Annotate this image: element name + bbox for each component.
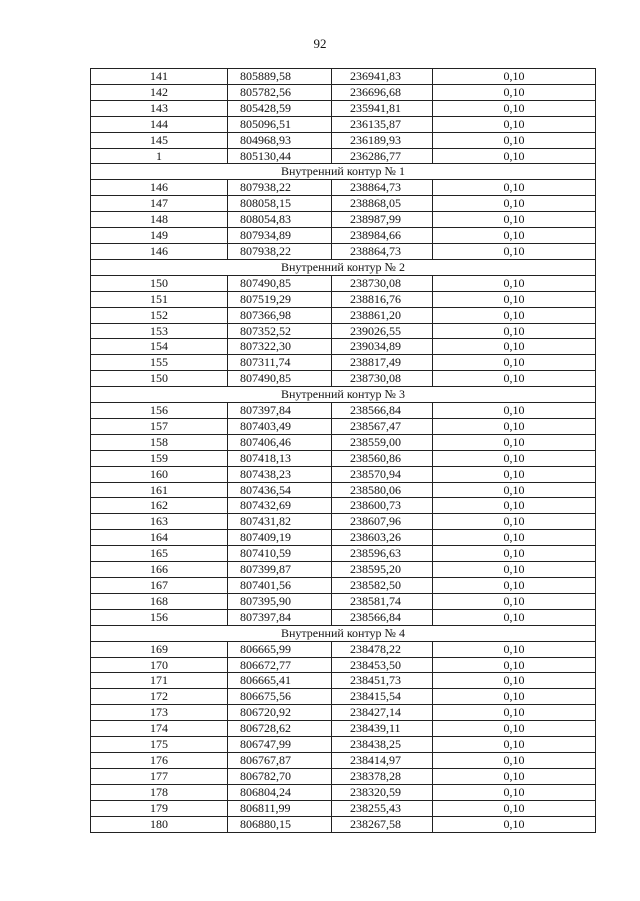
accuracy-cell: 0,10 bbox=[433, 116, 596, 132]
x-coordinate-cell: 807406,46 bbox=[228, 434, 332, 450]
accuracy-cell: 0,10 bbox=[433, 657, 596, 673]
table-row bbox=[91, 275, 596, 291]
point-number-cell: 169 bbox=[91, 641, 228, 657]
accuracy-cell: 0,10 bbox=[433, 180, 596, 196]
accuracy-cell: 0,10 bbox=[433, 593, 596, 609]
point-number-cell: 167 bbox=[91, 578, 228, 594]
y-coordinate-cell: 238595,20 bbox=[332, 562, 433, 578]
coordinates-table bbox=[90, 68, 596, 833]
point-number-cell: 142 bbox=[91, 84, 228, 100]
point-number-cell: 146 bbox=[91, 180, 228, 196]
accuracy-cell: 0,10 bbox=[433, 403, 596, 419]
y-coordinate-cell: 238267,58 bbox=[332, 816, 433, 832]
accuracy-cell: 0,10 bbox=[433, 450, 596, 466]
point-number-cell: 168 bbox=[91, 593, 228, 609]
accuracy-cell: 0,10 bbox=[433, 355, 596, 371]
y-coordinate-cell: 238816,76 bbox=[332, 291, 433, 307]
table-row bbox=[91, 673, 596, 689]
x-coordinate-cell: 807399,87 bbox=[228, 562, 332, 578]
table-row bbox=[91, 69, 596, 85]
x-coordinate-cell: 806782,70 bbox=[228, 768, 332, 784]
table-row bbox=[91, 752, 596, 768]
point-number-cell: 1 bbox=[91, 148, 228, 164]
y-coordinate-cell: 238414,97 bbox=[332, 752, 433, 768]
x-coordinate-cell: 807938,22 bbox=[228, 180, 332, 196]
y-coordinate-cell: 238730,08 bbox=[332, 275, 433, 291]
y-coordinate-cell: 238730,08 bbox=[332, 371, 433, 387]
y-coordinate-cell: 238427,14 bbox=[332, 705, 433, 721]
y-coordinate-cell: 238868,05 bbox=[332, 196, 433, 212]
point-number-cell: 151 bbox=[91, 291, 228, 307]
table-row bbox=[91, 148, 596, 164]
table-row bbox=[91, 498, 596, 514]
x-coordinate-cell: 805130,44 bbox=[228, 148, 332, 164]
point-number-cell: 149 bbox=[91, 228, 228, 244]
y-coordinate-cell: 236286,77 bbox=[332, 148, 433, 164]
contour-header-row bbox=[91, 387, 596, 403]
accuracy-cell: 0,10 bbox=[433, 737, 596, 753]
accuracy-cell: 0,10 bbox=[433, 418, 596, 434]
contour-header-label: Внутренний контур № 3 bbox=[91, 387, 596, 403]
point-number-cell: 164 bbox=[91, 530, 228, 546]
x-coordinate-cell: 807490,85 bbox=[228, 275, 332, 291]
y-coordinate-cell: 238580,06 bbox=[332, 482, 433, 498]
y-coordinate-cell: 238567,47 bbox=[332, 418, 433, 434]
y-coordinate-cell: 238438,25 bbox=[332, 737, 433, 753]
accuracy-cell: 0,10 bbox=[433, 84, 596, 100]
accuracy-cell: 0,10 bbox=[433, 562, 596, 578]
point-number-cell: 179 bbox=[91, 800, 228, 816]
x-coordinate-cell: 807432,69 bbox=[228, 498, 332, 514]
table-row bbox=[91, 705, 596, 721]
table-row bbox=[91, 307, 596, 323]
point-number-cell: 170 bbox=[91, 657, 228, 673]
x-coordinate-cell: 807519,29 bbox=[228, 291, 332, 307]
x-coordinate-cell: 805428,59 bbox=[228, 100, 332, 116]
x-coordinate-cell: 807418,13 bbox=[228, 450, 332, 466]
x-coordinate-cell: 806720,92 bbox=[228, 705, 332, 721]
table-row bbox=[91, 132, 596, 148]
x-coordinate-cell: 808058,15 bbox=[228, 196, 332, 212]
accuracy-cell: 0,10 bbox=[433, 609, 596, 625]
accuracy-cell: 0,10 bbox=[433, 482, 596, 498]
accuracy-cell: 0,10 bbox=[433, 673, 596, 689]
y-coordinate-cell: 238864,73 bbox=[332, 180, 433, 196]
x-coordinate-cell: 807438,23 bbox=[228, 466, 332, 482]
accuracy-cell: 0,10 bbox=[433, 196, 596, 212]
x-coordinate-cell: 807938,22 bbox=[228, 243, 332, 259]
x-coordinate-cell: 805889,58 bbox=[228, 69, 332, 85]
point-number-cell: 141 bbox=[91, 69, 228, 85]
table-row bbox=[91, 721, 596, 737]
point-number-cell: 155 bbox=[91, 355, 228, 371]
point-number-cell: 147 bbox=[91, 196, 228, 212]
x-coordinate-cell: 806747,99 bbox=[228, 737, 332, 753]
table-row bbox=[91, 291, 596, 307]
accuracy-cell: 0,10 bbox=[433, 784, 596, 800]
point-number-cell: 154 bbox=[91, 339, 228, 355]
x-coordinate-cell: 807397,84 bbox=[228, 403, 332, 419]
point-number-cell: 163 bbox=[91, 514, 228, 530]
point-number-cell: 174 bbox=[91, 721, 228, 737]
y-coordinate-cell: 235941,81 bbox=[332, 100, 433, 116]
y-coordinate-cell: 238566,84 bbox=[332, 609, 433, 625]
accuracy-cell: 0,10 bbox=[433, 228, 596, 244]
x-coordinate-cell: 807397,84 bbox=[228, 609, 332, 625]
y-coordinate-cell: 236696,68 bbox=[332, 84, 433, 100]
point-number-cell: 166 bbox=[91, 562, 228, 578]
accuracy-cell: 0,10 bbox=[433, 705, 596, 721]
point-number-cell: 176 bbox=[91, 752, 228, 768]
table-row bbox=[91, 100, 596, 116]
accuracy-cell: 0,10 bbox=[433, 641, 596, 657]
accuracy-cell: 0,10 bbox=[433, 752, 596, 768]
accuracy-cell: 0,10 bbox=[433, 212, 596, 228]
point-number-cell: 180 bbox=[91, 816, 228, 832]
accuracy-cell: 0,10 bbox=[433, 100, 596, 116]
point-number-cell: 156 bbox=[91, 403, 228, 419]
x-coordinate-cell: 808054,83 bbox=[228, 212, 332, 228]
table-row bbox=[91, 784, 596, 800]
point-number-cell: 148 bbox=[91, 212, 228, 228]
table-row bbox=[91, 546, 596, 562]
accuracy-cell: 0,10 bbox=[433, 323, 596, 339]
point-number-cell: 175 bbox=[91, 737, 228, 753]
x-coordinate-cell: 806811,99 bbox=[228, 800, 332, 816]
point-number-cell: 173 bbox=[91, 705, 228, 721]
y-coordinate-cell: 236135,87 bbox=[332, 116, 433, 132]
table-row bbox=[91, 228, 596, 244]
y-coordinate-cell: 238817,49 bbox=[332, 355, 433, 371]
x-coordinate-cell: 807490,85 bbox=[228, 371, 332, 387]
accuracy-cell: 0,10 bbox=[433, 291, 596, 307]
x-coordinate-cell: 807934,89 bbox=[228, 228, 332, 244]
point-number-cell: 159 bbox=[91, 450, 228, 466]
x-coordinate-cell: 807403,49 bbox=[228, 418, 332, 434]
table-row bbox=[91, 450, 596, 466]
x-coordinate-cell: 807311,74 bbox=[228, 355, 332, 371]
accuracy-cell: 0,10 bbox=[433, 578, 596, 594]
point-number-cell: 178 bbox=[91, 784, 228, 800]
table-row bbox=[91, 403, 596, 419]
coordinates-table-body bbox=[91, 69, 596, 833]
table-row bbox=[91, 657, 596, 673]
accuracy-cell: 0,10 bbox=[433, 721, 596, 737]
point-number-cell: 160 bbox=[91, 466, 228, 482]
table-row bbox=[91, 418, 596, 434]
x-coordinate-cell: 807436,54 bbox=[228, 482, 332, 498]
y-coordinate-cell: 238596,63 bbox=[332, 546, 433, 562]
accuracy-cell: 0,10 bbox=[433, 339, 596, 355]
table-row bbox=[91, 323, 596, 339]
table-row bbox=[91, 641, 596, 657]
x-coordinate-cell: 807409,19 bbox=[228, 530, 332, 546]
accuracy-cell: 0,10 bbox=[433, 466, 596, 482]
table-row bbox=[91, 212, 596, 228]
table-row bbox=[91, 196, 596, 212]
x-coordinate-cell: 807322,30 bbox=[228, 339, 332, 355]
point-number-cell: 143 bbox=[91, 100, 228, 116]
y-coordinate-cell: 236941,83 bbox=[332, 69, 433, 85]
y-coordinate-cell: 238603,26 bbox=[332, 530, 433, 546]
y-coordinate-cell: 238560,86 bbox=[332, 450, 433, 466]
table-row bbox=[91, 768, 596, 784]
point-number-cell: 157 bbox=[91, 418, 228, 434]
accuracy-cell: 0,10 bbox=[433, 800, 596, 816]
point-number-cell: 153 bbox=[91, 323, 228, 339]
x-coordinate-cell: 807431,82 bbox=[228, 514, 332, 530]
accuracy-cell: 0,10 bbox=[433, 243, 596, 259]
y-coordinate-cell: 238415,54 bbox=[332, 689, 433, 705]
y-coordinate-cell: 238570,94 bbox=[332, 466, 433, 482]
y-coordinate-cell: 238984,66 bbox=[332, 228, 433, 244]
table-row bbox=[91, 84, 596, 100]
table-row bbox=[91, 371, 596, 387]
table-row bbox=[91, 816, 596, 832]
accuracy-cell: 0,10 bbox=[433, 514, 596, 530]
table-row bbox=[91, 800, 596, 816]
accuracy-cell: 0,10 bbox=[433, 689, 596, 705]
y-coordinate-cell: 238478,22 bbox=[332, 641, 433, 657]
contour-header-row bbox=[91, 164, 596, 180]
accuracy-cell: 0,10 bbox=[433, 768, 596, 784]
accuracy-cell: 0,10 bbox=[433, 275, 596, 291]
x-coordinate-cell: 807395,90 bbox=[228, 593, 332, 609]
table-row bbox=[91, 578, 596, 594]
table-row bbox=[91, 562, 596, 578]
table-row bbox=[91, 355, 596, 371]
y-coordinate-cell: 238559,00 bbox=[332, 434, 433, 450]
point-number-cell: 146 bbox=[91, 243, 228, 259]
table-row bbox=[91, 737, 596, 753]
accuracy-cell: 0,10 bbox=[433, 132, 596, 148]
y-coordinate-cell: 239034,89 bbox=[332, 339, 433, 355]
x-coordinate-cell: 806728,62 bbox=[228, 721, 332, 737]
accuracy-cell: 0,10 bbox=[433, 371, 596, 387]
y-coordinate-cell: 238607,96 bbox=[332, 514, 433, 530]
y-coordinate-cell: 238378,28 bbox=[332, 768, 433, 784]
y-coordinate-cell: 238320,59 bbox=[332, 784, 433, 800]
x-coordinate-cell: 807366,98 bbox=[228, 307, 332, 323]
y-coordinate-cell: 238861,20 bbox=[332, 307, 433, 323]
point-number-cell: 152 bbox=[91, 307, 228, 323]
point-number-cell: 171 bbox=[91, 673, 228, 689]
point-number-cell: 161 bbox=[91, 482, 228, 498]
y-coordinate-cell: 236189,93 bbox=[332, 132, 433, 148]
contour-header-label: Внутренний контур № 1 bbox=[91, 164, 596, 180]
table-row bbox=[91, 689, 596, 705]
accuracy-cell: 0,10 bbox=[433, 546, 596, 562]
point-number-cell: 162 bbox=[91, 498, 228, 514]
y-coordinate-cell: 239026,55 bbox=[332, 323, 433, 339]
point-number-cell: 156 bbox=[91, 609, 228, 625]
point-number-cell: 150 bbox=[91, 371, 228, 387]
x-coordinate-cell: 805782,56 bbox=[228, 84, 332, 100]
y-coordinate-cell: 238582,50 bbox=[332, 578, 433, 594]
x-coordinate-cell: 807352,52 bbox=[228, 323, 332, 339]
contour-header-row bbox=[91, 625, 596, 641]
x-coordinate-cell: 806675,56 bbox=[228, 689, 332, 705]
point-number-cell: 158 bbox=[91, 434, 228, 450]
x-coordinate-cell: 807410,59 bbox=[228, 546, 332, 562]
y-coordinate-cell: 238451,73 bbox=[332, 673, 433, 689]
table-row bbox=[91, 339, 596, 355]
contour-header-label: Внутренний контур № 4 bbox=[91, 625, 596, 641]
y-coordinate-cell: 238987,99 bbox=[332, 212, 433, 228]
point-number-cell: 144 bbox=[91, 116, 228, 132]
table-row bbox=[91, 530, 596, 546]
y-coordinate-cell: 238255,43 bbox=[332, 800, 433, 816]
point-number-cell: 165 bbox=[91, 546, 228, 562]
contour-header-row bbox=[91, 259, 596, 275]
point-number-cell: 172 bbox=[91, 689, 228, 705]
point-number-cell: 145 bbox=[91, 132, 228, 148]
y-coordinate-cell: 238864,73 bbox=[332, 243, 433, 259]
table-row bbox=[91, 434, 596, 450]
table-row bbox=[91, 593, 596, 609]
x-coordinate-cell: 807401,56 bbox=[228, 578, 332, 594]
table-row bbox=[91, 482, 596, 498]
x-coordinate-cell: 806804,24 bbox=[228, 784, 332, 800]
accuracy-cell: 0,10 bbox=[433, 498, 596, 514]
x-coordinate-cell: 806665,41 bbox=[228, 673, 332, 689]
table-row bbox=[91, 466, 596, 482]
x-coordinate-cell: 804968,93 bbox=[228, 132, 332, 148]
y-coordinate-cell: 238453,50 bbox=[332, 657, 433, 673]
y-coordinate-cell: 238439,11 bbox=[332, 721, 433, 737]
table-row bbox=[91, 514, 596, 530]
point-number-cell: 150 bbox=[91, 275, 228, 291]
accuracy-cell: 0,10 bbox=[433, 69, 596, 85]
x-coordinate-cell: 805096,51 bbox=[228, 116, 332, 132]
accuracy-cell: 0,10 bbox=[433, 148, 596, 164]
x-coordinate-cell: 806880,15 bbox=[228, 816, 332, 832]
y-coordinate-cell: 238566,84 bbox=[332, 403, 433, 419]
accuracy-cell: 0,10 bbox=[433, 434, 596, 450]
x-coordinate-cell: 806672,77 bbox=[228, 657, 332, 673]
x-coordinate-cell: 806767,87 bbox=[228, 752, 332, 768]
table-row bbox=[91, 180, 596, 196]
y-coordinate-cell: 238581,74 bbox=[332, 593, 433, 609]
contour-header-label: Внутренний контур № 2 bbox=[91, 259, 596, 275]
table-row bbox=[91, 609, 596, 625]
x-coordinate-cell: 806665,99 bbox=[228, 641, 332, 657]
accuracy-cell: 0,10 bbox=[433, 530, 596, 546]
point-number-cell: 177 bbox=[91, 768, 228, 784]
page-number: 92 bbox=[313, 36, 327, 51]
accuracy-cell: 0,10 bbox=[433, 307, 596, 323]
table-row bbox=[91, 243, 596, 259]
y-coordinate-cell: 238600,73 bbox=[332, 498, 433, 514]
table-row bbox=[91, 116, 596, 132]
accuracy-cell: 0,10 bbox=[433, 816, 596, 832]
